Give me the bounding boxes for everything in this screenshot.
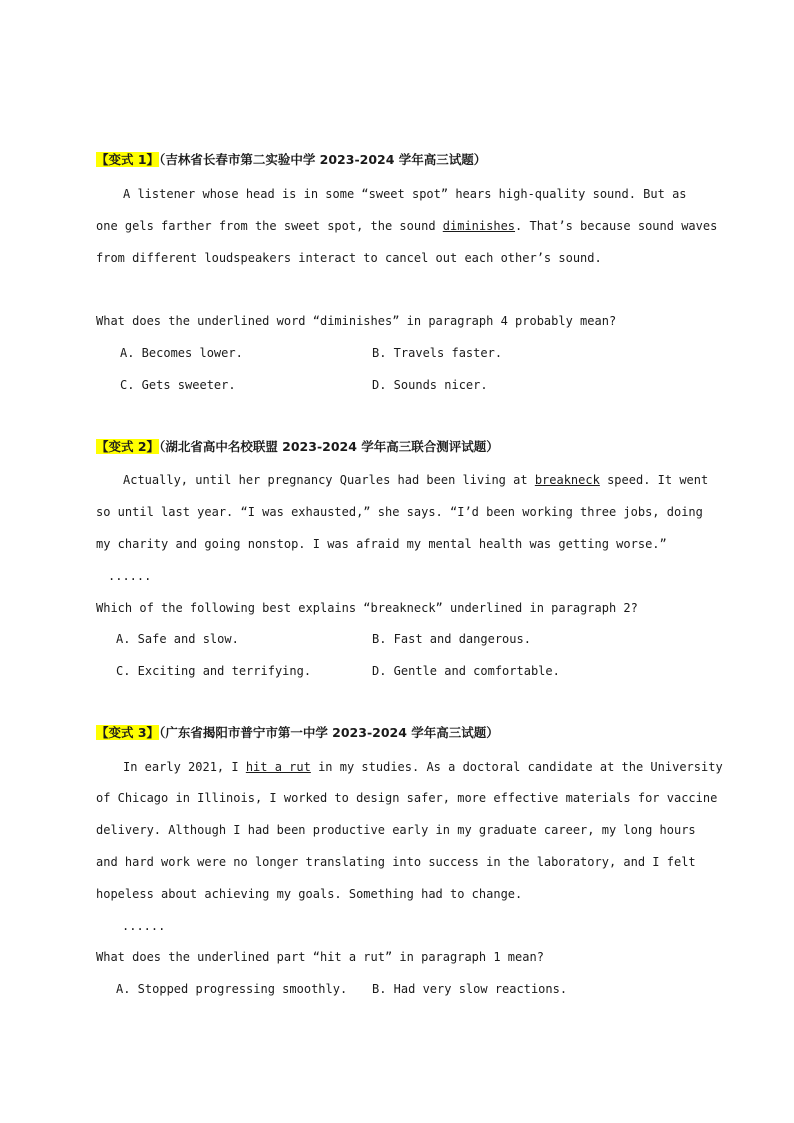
section-3-question: What does the underlined part “hit a rut” in paragraph 1 mean? [96,950,544,964]
underlined-phrase: hit a rut [245,760,311,774]
section-1-line-1: A listener whose head is in some “sweet spot” hears high-quality sound. But as [123,187,687,201]
underlined-word: breakneck [534,473,600,487]
section-2-question: Which of the following best explains “breakneck” underlined in paragraph 2? [96,601,638,615]
section-3-line-1 [123,759,723,775]
section-3-line-3: delivery. Although I had been productive early in my graduate career, my long hours [96,823,696,837]
option-a: A. Becomes lower. [120,346,243,360]
section-3-line-5: hopeless about achieving my goals. Something had to change. [96,887,523,901]
ellipsis: ...... [122,919,166,933]
section-1-source: （吉林省长春市第二实验中学 2023-2024 学年高三试题） [159,152,487,167]
text-run: speed. It went [599,473,709,487]
section-3-line-4: and hard work were no longer translating into success in the laboratory, and I felt [96,855,696,869]
section-2-line-3: my charity and going nonstop. I was afraid my mental health was getting worse.” [96,537,667,551]
text-run: one gels farther from the sweet spot, the sound [96,219,443,233]
section-1-question: What does the underlined word “diminishes” in paragraph 4 probably mean? [96,314,617,328]
section-1-tag: 【变式 1】 [96,152,160,167]
text-run: . That’s because sound waves [515,219,718,233]
section-2-line-1 [123,472,709,488]
option-d: D. Sounds nicer. [372,378,488,392]
option-b: B. Travels faster. [372,346,503,360]
text-run: In early 2021, I [123,760,246,774]
underlined-word: diminishes [442,219,516,233]
section-2-heading [96,439,678,455]
section-3-tag: 【变式 3】 [96,725,160,740]
text-run: in my studies. As a doctoral candidate at the University [310,760,723,774]
text-run: Actually, until her pregnancy Quarles had been living at [123,473,535,487]
section-2-source: （湖北省高中名校联盟 2023-2024 学年高三联合测评试题） [159,439,499,454]
option-a: A. Safe and slow. [116,632,239,646]
option-b: B. Had very slow reactions. [372,982,568,996]
option-b: B. Fast and dangerous. [372,632,531,646]
section-3-heading [96,725,678,741]
option-c: C. Exciting and terrifying. [116,664,312,678]
section-3-source: （广东省揭阳市普宁市第一中学 2023-2024 学年高三试题） [159,725,499,740]
section-1-line-3: from different loudspeakers interact to cancel out each other’s sound. [96,251,602,265]
option-d: D. Gentle and comfortable. [372,664,560,678]
option-a: A. Stopped progressing smoothly. [116,982,348,996]
section-1-heading [96,152,678,168]
section-2-line-2: so until last year. “I was exhausted,” she says. “I’d been working three jobs, doing [96,505,703,519]
ellipsis: ...... [108,569,152,583]
section-2-tag: 【变式 2】 [96,439,160,454]
section-3-line-2: of Chicago in Illinois, I worked to design safer, more effective materials for vaccine [96,791,718,805]
option-c: C. Gets sweeter. [120,378,236,392]
section-1-line-2 [96,218,718,234]
